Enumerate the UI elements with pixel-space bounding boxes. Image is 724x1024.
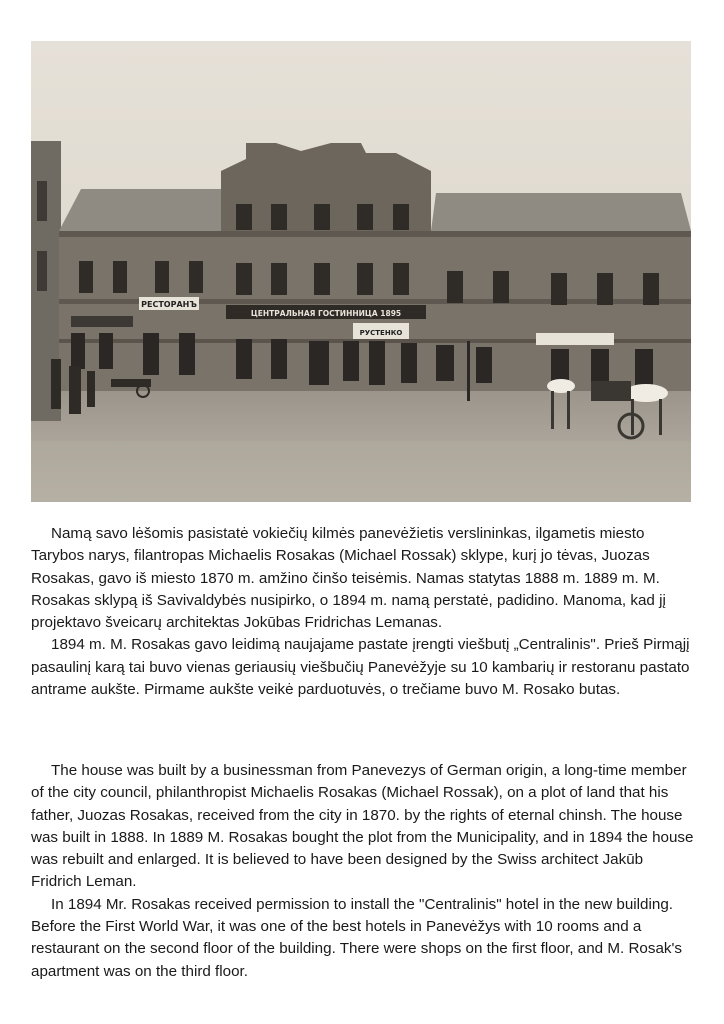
hotel-building-photo <box>31 41 691 502</box>
owner-sign: РУСТЕНКО <box>359 329 403 337</box>
historic-photo <box>31 41 691 502</box>
english-paragraph-2: In 1894 Mr. Rosakas received permission to install the "Centralinis" hotel in the new building. Before the First World War, it was one of the best hotels in Panevėžys with 10 rooms and a restaurant on the second floor of the building. There were shops on the first floor, and M. Rosak's apartment was on the third floor. <box>31 895 682 980</box>
lithuanian-paragraph-2: 1894 m. M. Rosakas gavo leidimą naujajame pastate įrengti viešbutį „Centralinis". Prieš Pirmąjį pasaulinį karą tai buvo vienas geriausių viešbučių Panevėžyje su 10 kambarių ir restoranu pastato antrame aukšte. Pirmame aukšte veikė parduotuvės, o trečiame buvo M. Rosako butas. <box>31 636 690 699</box>
hotel-sign: ЦЕНТРАЛЬНАЯ ГОСТИННИЦА 1895 <box>250 309 402 318</box>
lithuanian-paragraph-1: Namą savo lėšomis pasistatė vokiečių kilmės panevėžietis verslininkas, ilgametis miesto Tarybos narys, filantropas Michaelis Rosakas (Michael Rossak) sklype, kurį jo tėvas, Juozas Rosakas, gavo iš miesto 1870 m. amžino činšo teisėmis. Namas statytas 1888 m. 1889 m. M. Rosakas sklypą iš Savivaldybės nusipirko, o 1894 m. namą perstatė, padidino. Manoma, kad jį projektavo šveicarų architektas Jokūbas Fridrichas Lemanas. <box>31 525 666 632</box>
english-paragraph-1: The house was built by a businessman from Panevezys of German origin, a long-time member of the city council, philanthropist Michaelis Rosakas (Michael Rossak), on a plot of land that his father, Juozas Rosakas, received from the city in 1870. by the rights of eternal chinsh. The house was built in 1888. In 1889 M. Rosakas bought the plot from the Municipality, and in 1894 the house was rebuilt and enlarged. It is believed to have been designed by the Swiss architect Jakūb Fridrich Leman. <box>31 762 694 891</box>
lithuanian-text <box>31 523 695 701</box>
english-text <box>31 760 695 983</box>
restaurant-sign: РЕСТОРАНЪ <box>141 300 197 309</box>
